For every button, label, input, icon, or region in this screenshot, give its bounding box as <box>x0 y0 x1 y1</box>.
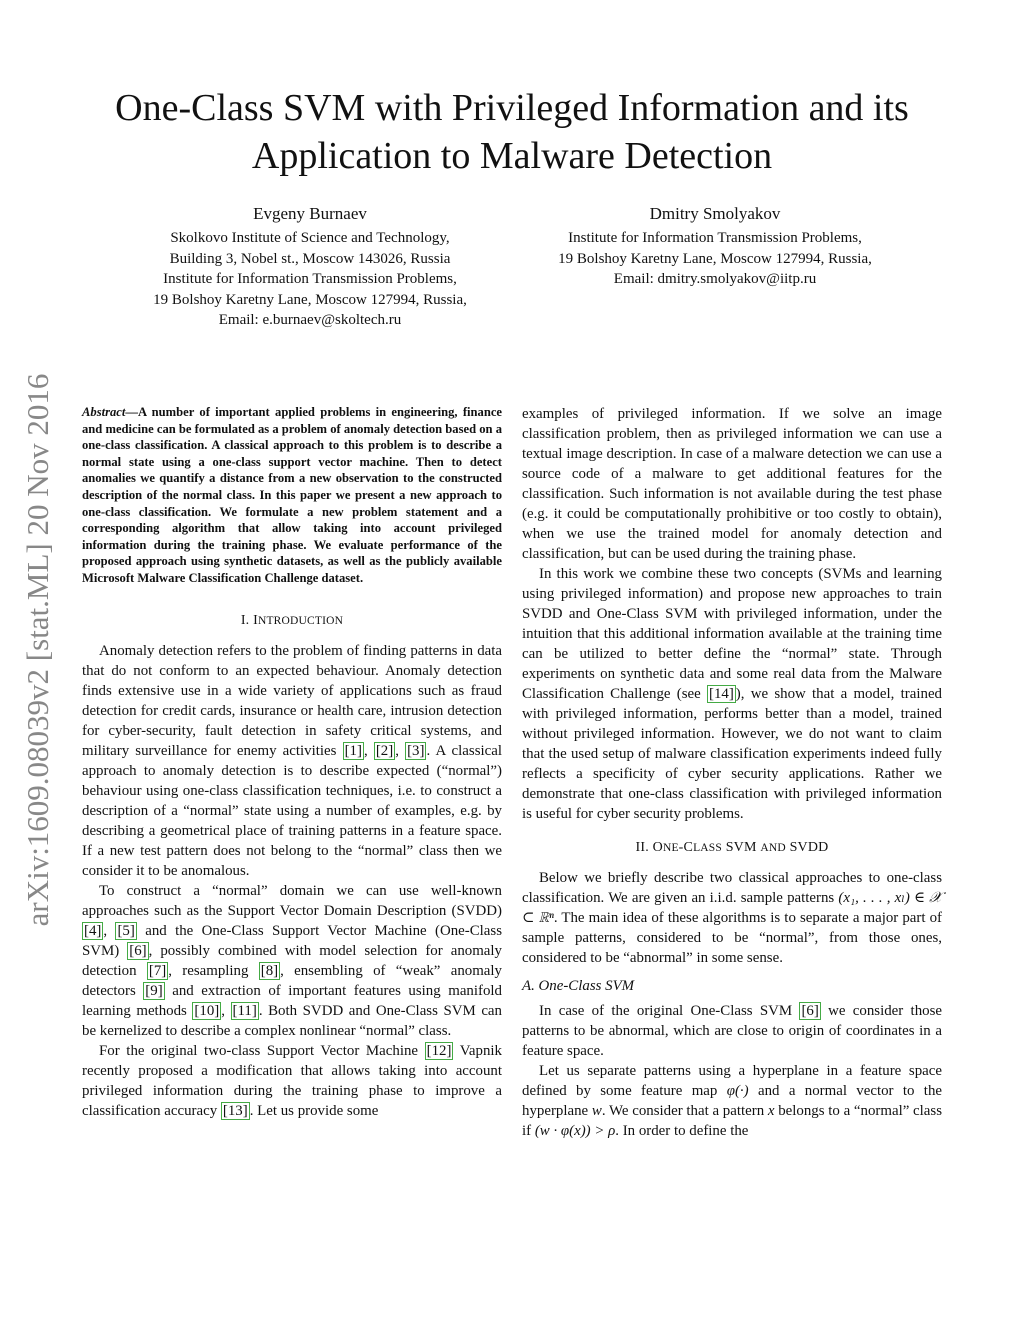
abstract-text: —A number of important applied problems in engineering, finance and medicine can be formulated as a problem of anomaly detection based on a one-class classification. A classical approach to this problem is to describe a normal state using a one-class support vector machine. Then to detect anomalies we quantify a distance from a new observation to the constructed description of the normal class. In this paper we present a new approach to one-class classification. We formulate a new problem statement and a corresponding algorithm that allow taking into account privileged information during the training phase. We evaluate performance of the proposed approach using synthetic datasets, as well as the publicly available Microsoft Malware Classification Challenge dataset. <box>82 405 502 585</box>
paragraph: Anomaly detection refers to the problem of finding patterns in data that do not conform to an expected behaviour. Anomaly detection finds extensive use in a wide variety of applications such as fraud detection for credit cards, insurance or health care, intrusion detection for cyber-security, fault detection in safety critical systems, and military surveillance for enemy activities [1] , [2] , [3] . A classical approach to anomaly detection is to describe expected (“normal”) behaviour using one-class classification techniques, i.e. to construct a description of a “normal” state using a number of examples, e.g. by describing a geometrical place of training patterns in a feature space. If a new test pattern does not belong to the “normal” class then we consider it to be anomalous. <box>82 642 502 879</box>
paragraph: For the original two-class Support Vector Machine [12] Vapnik recently proposed a modification that allows taking into account privileged information during the training phase to improve a classification accuracy [13] . Let us provide some <box>82 1042 502 1119</box>
citation-link[interactable]: [12] <box>426 1042 452 1059</box>
citation-link[interactable]: [3] <box>407 742 425 759</box>
title-line-1: One-Class SVM with Privileged Information and its <box>115 87 909 129</box>
subsection-heading: A. One-Class SVM <box>522 978 635 994</box>
arxiv-sidebar <box>8 340 68 960</box>
citation-link[interactable]: [4] <box>84 922 102 939</box>
left-column <box>82 404 502 1121</box>
author-name: Evgeny Burnaev <box>253 204 367 223</box>
author-affiliation: 19 Bolshoy Karetny Lane, Moscow 127994, Russia, <box>153 291 467 308</box>
author-email: Email: e.burnaev@skoltech.ru <box>218 312 402 328</box>
paragraph: Let us separate patterns using a hyperplane in a feature space defined by some feature map φ(·) and a normal vector to the hyperplane w. We consider that a pattern x belongs to a “normal” class if (w · φ(x)) > ρ. In order to define the <box>522 1063 942 1139</box>
title-line-2: Application to Malware Detection <box>251 135 773 177</box>
author-affiliation: Skolkovo Institute of Science and Technology, <box>170 230 450 246</box>
arxiv-identifier: arXiv:1609.08039v2 [stat.ML] 20 Nov 2016 <box>20 373 55 927</box>
math-expression: (x₁, . . . , xₗ) ∈ 𝒳 ⊂ ℝⁿ <box>522 890 942 926</box>
math-expression: w <box>591 1103 602 1119</box>
author-affiliation: 19 Bolshoy Karetny Lane, Moscow 127994, Russia, <box>558 250 872 267</box>
author-block-2 <box>505 202 925 290</box>
math-expression: (w · φ(x)) > ρ <box>534 1123 616 1139</box>
citation-link[interactable]: [11] <box>232 1002 257 1019</box>
author-affiliation: Institute for Information Transmission Problems, <box>163 271 457 287</box>
citation-link[interactable]: [13] <box>222 1102 248 1119</box>
citation-link[interactable]: [6] <box>801 1003 819 1019</box>
paragraph: examples of privileged information. If we solve an image classification problem, then as privileged information we can use a textual image description. In case of a malware detection we can use a source code of a malware to get additional features for the classification. Such information is not available during the test phase (e.g. it could be computationally prohibitive or too costly to obtain), when we use the trained model for anomaly detection and classification, but can be used during the training phase. <box>522 406 942 562</box>
math-expression: φ(·) <box>726 1083 749 1099</box>
citation-link[interactable]: [2] <box>375 742 394 759</box>
section-heading-one-class-svm-and-svdd: II. ONE-CLASS SVM AND SVDD <box>635 840 829 855</box>
paragraph: Below we briefly describe two classical approaches to one-class classification. We are given an i.i.d. sample patterns (x₁, . . . , xₗ) ∈ 𝒳 ⊂ ℝⁿ. The main idea of these algorithms is to separate a major part of sample patterns, considered to be “normal”, from those ones, considered to be “abnormal” in some sense. <box>522 870 942 966</box>
paragraph: In this work we combine these two concepts (SVMs and learning using privileged information) and propose new approaches to train SVDD and One-Class SVM with privileged information, under the intuition that this additional information available at the training time can be utilized to better define the “normal” state. Through experiments on synthetic data and some real data from the Malware Classification Challenge (see [14] ), we show that a model, trained with privileged information, performs better than a model, trained without privileged information. However, we do not want to claim that the used setup of malware classification experiments indeed fully reflects a specificity of cyber security applications. Rather we demonstrate that one-class classification with privileged information is useful for cyber security problems. <box>522 566 942 822</box>
citation-link[interactable]: [5] <box>117 922 135 939</box>
author-email: Email: dmitry.smolyakov@iitp.ru <box>613 271 817 287</box>
author-affiliation: Institute for Information Transmission Problems, <box>568 230 862 246</box>
citation-link[interactable]: [8] <box>260 962 279 979</box>
citation-link[interactable]: [1] <box>344 742 362 759</box>
right-column <box>522 404 942 1141</box>
abstract <box>82 404 502 587</box>
section-heading-introduction: I. INTRODUCTION <box>240 612 344 628</box>
abstract-label: Abstract <box>82 405 126 419</box>
citation-link[interactable]: [14] <box>708 686 734 702</box>
math-expression: x <box>767 1103 775 1119</box>
paragraph: To construct a “normal” domain we can use well-known approaches such as the Support Vector Domain Description (SVDD) [4] , [5] and the One-Class Support Vector Machine (One-Class SVM) [6] , possibly combined with model selection for anomaly detection [7] , resampling [8] , ensembling of “weak” anomaly detectors [9] and extraction of important features using manifold learning methods [10] , [11] . Both SVDD and One-Class SVM can be kernelized to describe a complex nonlinear “normal” class. <box>82 882 502 1039</box>
author-block-1 <box>100 202 520 331</box>
citation-link[interactable]: [9] <box>145 982 163 999</box>
author-name: Dmitry Smolyakov <box>649 204 781 223</box>
paper-title <box>60 84 964 180</box>
author-affiliation: Building 3, Nobel st., Moscow 143026, Russia <box>169 250 451 267</box>
citation-link[interactable]: [10] <box>194 1002 220 1019</box>
citation-link[interactable]: [7] <box>148 962 167 979</box>
citation-link[interactable]: [6] <box>129 942 147 959</box>
paragraph: In case of the original One-Class SVM [6] we consider those patterns to be abnormal, which are close to origin of coordinates in a feature space. <box>522 1003 942 1059</box>
